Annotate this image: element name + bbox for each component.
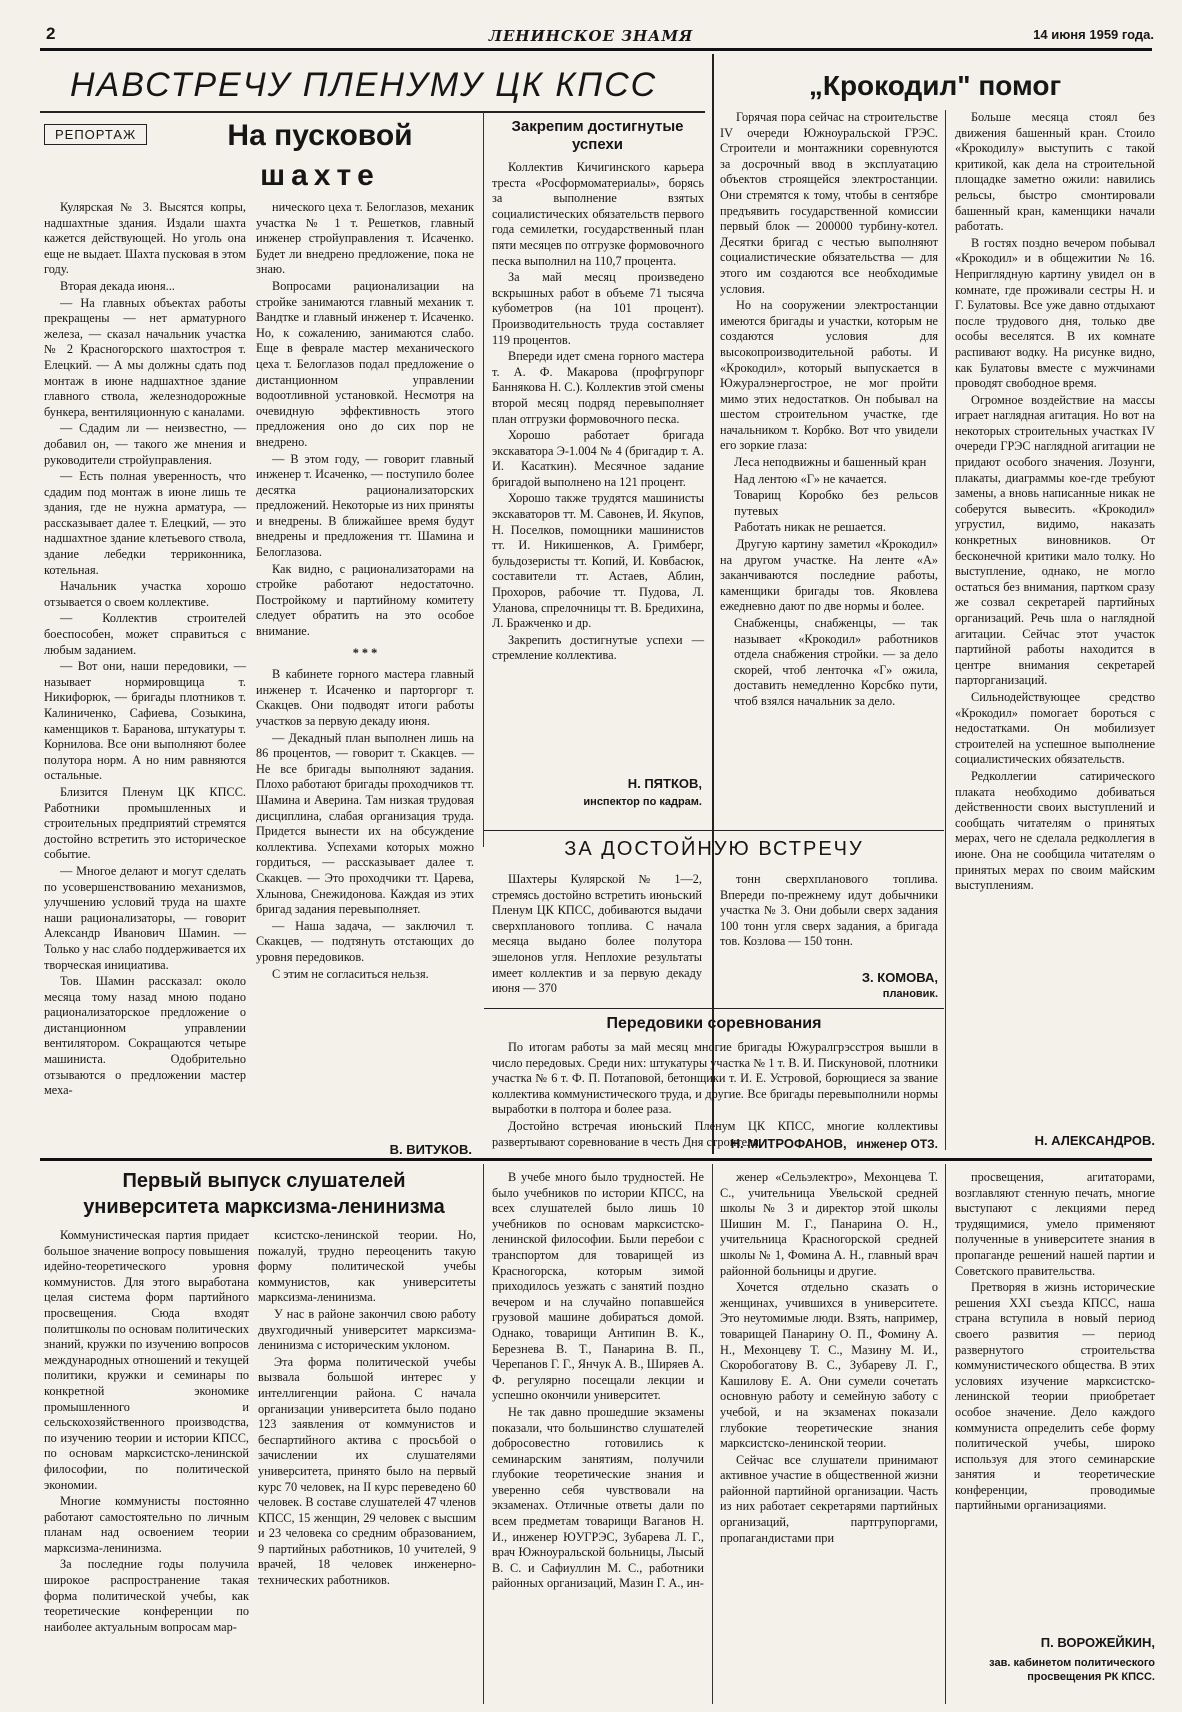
paragraph: — Сдадим ли — неизвестно, — добавил он, — такого же мнения и руководители стройуправления. [44, 421, 246, 467]
crocodile-column-2 [955, 110, 1155, 1145]
paragraph: просвещения, агитаторами, возглавляют стенную печать, многие выступают с лекциями перед трудящимися, умело применяют полученные в университете знания в пропаганде решений нашей партии и Советского правительства. [955, 1170, 1155, 1278]
achievements-title-line1: Закрепим достигнутые [511, 118, 684, 135]
paragraph: ксистско-ленинской теории. Но, пожалуй, трудно переоценить такую форму политической учебы коммунистов, как университеты марксизма-ленинизма. [258, 1228, 476, 1305]
newspaper-name: ЛЕНИНСКОЕ ЗНАМЯ [488, 27, 694, 45]
paragraph: Леса неподвижны и башенный кран [734, 455, 927, 470]
university-title-line1: Первый выпуск слушателей [122, 1170, 406, 1192]
paragraph: Претворяя в жизнь исторические решения XXI съезда КПСС, наша страна вступила в новый период своего развития — период развернутого строительства коммунистического общества. В этих условиях изучение марксистско-ленинской теории приобретает особое значение. Дело каждого коммуниста определить себе форму политической учебы, широко используя для этого семинарские занятия и теоретические конференции, проводимые партийными организациями. [955, 1280, 1155, 1513]
paragraph: Тов. Шамин рассказал: около месяца тому назад мною подано рационализаторское предложение о дистанционном управлении вентилятором. Сокращаются четыре машиниста. Одобрительно отзываются о предложении мастер меха- [44, 974, 246, 1098]
paragraph: За май месяц произведено вскрышных работ в объеме 71 тысяча кубометров (на 101 процент). Производительность труда составляет 119 процентов. [492, 270, 704, 347]
paragraph: Коммунистическая партия придает большое значение вопросу повышения идейно-теоретического уровня коммунистов. Для этого выработана целая система форм партийного просвещения. Сюда входят политшколы по основам политических знаний, кружки по изучению вопросов международных отношений и текущей политики, кружки и семинары по конкретной экономике промышленного и сельскохозяйственного производства, по изучению теории и истории КПСС, по основам марксистско-ленинской философии, по политической экономии. [44, 1228, 249, 1492]
university-signature-title: зав. кабинетом политического просвещения РК КПСС. [989, 1657, 1155, 1683]
crocodile-column-1 [720, 110, 938, 828]
shaft-title-line2: шахте [260, 159, 380, 192]
university-column-4 [720, 1170, 938, 1708]
university-column-5 [955, 1170, 1155, 1628]
leaders-signature-name: Н. МИТРОФАНОВ, [730, 1136, 847, 1151]
paragraph: Вопросами рационализации на стройке занимаются главный механик т. Вандтке и главный инженер т. Исаченко. Но, к сожалению, занимаются слабо. Еще в феврале мастер механического цеха т. Белоглазов подал предложение о дистанционном управлении водоотливной установкой. Несмотря на очевидную эффективность этого предложения оно до сих пор не внедрено. [256, 278, 474, 449]
leaders-signature [492, 1136, 938, 1151]
achievements-body [492, 160, 704, 742]
paragraph: Редколлегии сатирического плаката необходимо добиваться действенности своих выступлений и сообщать читателям о принятых мерах, чего не сделала редколлегия в июне. Она не сообщила читателям о принятых мерах по своим майским выступлениям. [955, 768, 1155, 893]
shaft-title [170, 116, 470, 196]
shaft-column-1 [44, 200, 246, 1160]
meeting-column-1: Шахтеры Кулярской № 1—2, стремясь достойно встретить июньский Пленум ЦК КПСС, добиваются выдачи сверхпланового топлива. С начала месяца выдано более полутора эшелонов угля. Неплохие результаты имеет коллектив и за первую декаду июня — 370 [492, 872, 702, 996]
paragraph: — В этом году, — говорит главный инженер т. Исаченко, — поступило более десятка рационализаторских предложений. Некоторые из них приняты и внедрены. В ближайшее время будут внедрены и предложения тт. Шамина и Белоглазова. [256, 451, 474, 560]
banner-heading: НАВСТРЕЧУ ПЛЕНУМУ ЦК КПСС [70, 66, 658, 104]
university-signature: П. ВОРОЖЕЙКИН, [1040, 1635, 1155, 1650]
university-title-line2: университета марксизма-ленинизма [83, 1196, 445, 1218]
paragraph: В кабинете горного мастера главный инженер т. Исаченко и парторгорг т. Скакцев. Они подводят итоги работы участков за первую декаду июня. [256, 667, 474, 728]
paragraph: Впереди идет смена горного мастера т. А. Ф. Макарова (профгрупорг Баннякова Н. С.). Коллектив этой смены второй месяц подряд перевыполняет план отгрузки формовочного песка. [492, 349, 704, 426]
paragraph: Горячая пора сейчас на строительстве IV очереди Южноуральской ГРЭС. Строители и монтажники соревнуются за досрочный ввод в эксплуатацию объектов строящейся электростанции. Они стремятся к тому, чтобы в сентябре предъявить государственной комиссии первый блок — 200000 турбину-котел. Десятки бригад с честью выполняют социалистические обязательства — для этого им создаются все необходимые условия. [720, 110, 938, 296]
paragraph: — Есть полная уверенность, что сдадим под монтаж в июне лишь те здания, где не нужна арматура, — рассказывает далее т. Елецкий, — это надшахтное здание клетьевого ствола, здание лебедки терриконника, котельная. [44, 469, 246, 577]
paragraph: Сейчас все слушатели принимают активное участие в общественной жизни районной партийной организации. Часть из них работает секретарями партийных организаций, партгрупоргами, пропагандистами при [720, 1452, 938, 1545]
meeting-title: ЗА ДОСТОЙНУЮ ВСТРЕЧУ [564, 838, 864, 860]
page-number: 2 [46, 24, 56, 43]
leaders-title: Передовики соревнования [606, 1015, 822, 1032]
paragraph: Над лентою «Г» не качается. [734, 471, 887, 486]
shaft-title-line1: На пусковой [227, 119, 413, 152]
separator: * * * [352, 645, 378, 660]
paragraph: В учебе много было трудностей. Не было учебников по истории КПСС, на всех слушателей было лишь 10 учебников по основам марксистско-ленинской философии. Были перебои с транспортом для товарищей из Красногорска, которым зимой приходилось уезжать с занятий поздно вечером и на случайно попавшейся грузовой машине добираться домой. Однако, товарищи Антипин В. К., Березнева В. Т., Панарина В. П., Черепанов Г. Г., Янчук А. В., Ширяев А. Ф. регулярно посещали лекции и успешно окончили университет. [492, 1170, 704, 1403]
paragraph: — Наша задача, — заключил т. Скакцев, — подтянуть отстающих до уровня передовиков. [256, 918, 474, 964]
paragraph: Товарищ Коробко без рельсов путевых [734, 488, 938, 518]
meeting-rule [484, 830, 944, 831]
paragraph: Другую картину заметил «Крокодил» на другом участке. На ленте «А» заканчиваются последние работы, каменщики бригады тов. Яковлева ежедневно дают по две нормы и более. [720, 537, 938, 614]
column-rule [712, 54, 714, 1154]
meeting-signature: З. КОМОВА, [861, 970, 938, 985]
paragraph: Кулярская № 3. Высятся копры, надшахтные здания. Издали шахта кажется действующей. Но уголь она еще не выдает. Шахта пусковая в этом году. [44, 200, 246, 277]
paragraph: — На главных объектах работы прекращены — нет арматурного железа, — сказал начальник участка № 2 Красногорского шахтостроя т. Елецкий. — А мы должны сдать под монтаж в июне надшахтное здание главного ствола, железнодорожные бункера, вентиляционную с каналами. [44, 295, 246, 419]
column-rule [712, 1164, 713, 1704]
column-rule [945, 110, 946, 1150]
paragraph: Хорошо также трудятся машинисты экскаваторов тт. М. Савонев, И. Якупов, Н. Поселков, помощники машинистов тт. И. Никишенков, А. Гримберг, бульдозеристы тт. Копий, И. Ковбасюк, составители тт. Астаев, Аблин, Прохоров, рабочие тт. Пудова, Л. Уланова, спрелочницы тт. В. Бредихина, Л. Бражченко и др. [492, 491, 704, 631]
paragraph: Работать никак не решается. [734, 520, 887, 535]
column-rule [483, 112, 484, 847]
paragraph: Снабженцы, снабженцы, — так называет «Крокодил» работников отдела снабжения стройки. — за дело скорей, чтоб ленточка «Г» ожила, доставить немедленно Корсбко пути, чтоб взялся начальник за дело. [734, 616, 938, 708]
achievements-signature: Н. ПЯТКОВ, [627, 776, 702, 791]
masthead-rule [40, 48, 1152, 51]
column-rule [483, 1164, 484, 1704]
paragraph: женер «Сельэлектро», Мехонцева Т. С., учительница Увельской средней школы № 3 и директор этой школы Шишин М. Г., Панарина О. Н., учительница Красногорской средней школы № 1, Фомина А. Н., главный врач районной больницы и другие. [720, 1170, 938, 1278]
paragraph: Закрепить достигнутые успехи — стремление коллектива. [492, 632, 704, 663]
paragraph: За последние годы получила широкое распространение такая форма политической учебы, как теоретические конференции по наиболее актуальным вопросам мар- [44, 1557, 249, 1634]
paragraph: — Многое делают и могут сделать по усовершенствованию механизмов, улучшению условий труда на шахте наши рационализаторы, — говорит Александр Иванович Шамин. — Только у нас слабо поддерживается их творческая инициатива. [44, 863, 246, 972]
column-rule [945, 1164, 946, 1704]
paragraph: В гостях поздно вечером побывал «Крокодил» и в общежитии № 16. Неприглядную картину увидел он в комнате, где проживали сестры Н. и Г. Булатовы. Все уже давно отдыхают после трудового дня, только две особы веселятся. В их комнате распивают водку. На рисунке видно, как Булатовы вместе с мужчинами проводят свободное время. [955, 235, 1155, 391]
crocodile-signature: Н. АЛЕКСАНДРОВ. [1034, 1133, 1155, 1148]
issue-date: 14 июня 1959 года. [1033, 27, 1154, 42]
meeting-signature-title: плановик. [882, 988, 938, 1000]
paragraph: Хорошо работает бригада экскаватора Э-1.004 № 4 (бригадир т. А. И. Касаткин). Месячное задание бригадой выполнено на 121 процент. [492, 428, 704, 489]
meeting-column-2: тонн сверхпланового топлива. Впереди по-прежнему идут добычники участка № 3. Они добыли сверх задания 100 тонн угля сверх задания, а бригада тов. Козлова — 150 тонн. [720, 872, 938, 949]
paragraph: — Декадный план выполнен лишь на 86 процентов, — говорит т. Скакцев. — Не все бригады выполняют задания. Плохо работают бригады проходчиков тт. Шамина и Аверина. Там низкая трудовая дисциплина, слабая организация труда. Придется вынести их на обсуждение коллектива. Успехами которых можно гордиться, — рассказывает далее т. Скакцев. — Это проходчики тт. Царева, Хлынова, Снежидонова. Каждая из этих бригад задания перевыполняет. [256, 730, 474, 917]
paragraph: Близится Пленум ЦК КПСС. Работники промышленных и строительных предприятий стремятся достойно встретить это историческое событие. [44, 784, 246, 862]
shaft-signature: В. ВИТУКОВ. [389, 1142, 472, 1157]
paragraph: С этим не согласиться нельзя. [272, 966, 429, 981]
paragraph: Больше месяца стоял без движения башенный кран. Стоило «Крокодилу» выступить с такой критикой, как дела на строительной площадке заметно ожили: навились рельсы, быстро смонтировали башенный кран, каменщики начали работать. [955, 110, 1155, 234]
crocodile-title: „Крокодил" помог [808, 70, 1062, 101]
paragraph: — Вот они, наши передовики, — называет нормировщица т. Никифорюк, — бригады плотников т. Калиниченко, Сафиева, Созыкина, каменщиков т. Баранова, штукатуры т. Корнилова. Все они выполняют более полутора норм. А но ним равняются остальные. [44, 659, 246, 783]
shaft-column-2 [256, 200, 474, 1160]
paragraph: Коллектив Кичигинского карьера треста «Росформоматериалы», борясь за выполнение взятых социалистических обязательств первого года семилетки, государственный план пяти месяцев по отгрузке формовочного песка выполнил на 110,7 процента. [492, 160, 704, 268]
university-column-3 [492, 1170, 704, 1708]
university-column-1 [44, 1228, 249, 1708]
paragraph: Не так давно прошедшие экзамены показали, что большинство слушателей добросовестно готовились к семинарским занятиям, получили глубокие теоретические знания и уверенно себя чувствовали на экзаменах. Отличные ответы дали по всем предметам товарищи Ваганов Н. И., инженер ЮУГРЭС, Зубарева Л. Г., врач Южноуральской больницы, Лысый В. С. и Сафиуллин М. С., работники районных организаций, Мазин Г. А., ин- [492, 1404, 704, 1591]
paragraph: Но на сооружении электростанции имеются бригады и участки, которым не создаются условия для высокопроизводительной работы. И «Крокодил», который выпускается в Южуралэнергострое, не мог пройти мимо этих недостатков. Он побывал на шестом строительном участке, где начальником т. Корбко. Вот что увидели его зоркие глаза: [720, 298, 938, 453]
achievements-title-line2: успехи [571, 136, 624, 153]
paragraph: Огромное воздействие на массы играет наглядная агитация. Но вот на некоторых строительных участках IV очереди ГРЭС наглядной агитации не придают особого значения. Лозунги, плакаты, диаграммы кое-где требуют замены, а вновь написанные никак не соберутся вывесить. «Крокодил» угрустил, видимо, наказать конкретных виновников. От бесконечной критики мало толку. Но выступление, однако, не могло остаться без внимания, партком сразу же созвал секретарей партийных организаций. Речь шла о наглядной агитации. Сейчас этот участок партийной работы находится в центре внимания секретарей парторганизаций. [955, 392, 1155, 688]
paragraph: Как видно, с рационализаторами на стройке работают недостаточно. Постройкому и партийному комитету следует обратить на это особое внимание. [256, 561, 474, 639]
paragraph: У нас в районе закончил свою работу двухгодичный университет марксизма-ленинизма с историческим уклоном. [258, 1306, 476, 1353]
achievements-title [490, 118, 705, 154]
leaders-text-2: Достойно встречая июньский Пленум ЦК КПСС, многие коллективы развертывают соревнование в честь Дня строителя. [492, 1118, 938, 1149]
achievements-signature-title: инспектор по кадрам. [583, 796, 702, 808]
paragraph: нического цеха т. Белоглазов, механик участка № 1 т. Решетков, главный инженер стройуправления т. Исаченко. Будет ли внедрено предложение, пока не знаю. [256, 200, 474, 277]
paragraph: Вторая декада июня... [60, 278, 175, 293]
leaders-text: По итогам работы за май месяц многие бригады Южуралгрэсстроя вышли в число передовых. Среди них: штукатуры участка № 1 т. В. И. Пискуновой, плотники участка № 6 т. Ф. П. Потаповой, бетонщики т. И. Е. Устровой, борющиеся за звание коллектива коммунистического труда, и другие. Все бригады перевыполнили нормы выработки в полтора и более раза. [492, 1040, 938, 1117]
university-column-2 [258, 1228, 476, 1708]
paragraph: Начальник участка хорошо отзывается о своем коллективе. [44, 579, 246, 609]
leaders-rule [484, 1008, 944, 1009]
section-rule [40, 1158, 1152, 1161]
leaders-signature-title: инженер ОТЗ. [856, 1137, 938, 1151]
paragraph: — Коллектив строителей боеспособен, может справиться с любым заданием. [44, 611, 246, 657]
university-title [44, 1168, 484, 1220]
rubric-label: РЕПОРТАЖ [44, 124, 147, 145]
paragraph: Эта форма политической учебы вызвала большой интерес у интеллигенции района. С начала организации университета было подано 123 заявления от коммунистов и беспартийного актива с просьбой о зачислении их слушателями университета, принято было на первый курс 70 человек, на II курс переведено 60 человек. В составе слушателей 47 членов КПСС, 15 женщин, 29 человек с высшим и 23 человека со средним образованием, 9 партийных работников, 10 учителей, 9 врачей, 18 человек инженерно-технических работников. [258, 1354, 476, 1588]
paragraph: Хочется отдельно сказать о женщинах, учившихся в университете. Это неутомимые люди. Взять, например, товарищей Панарину О. П., Фомину А. Н., Мехонцеву Т. С., Мазину М. И., Скоробогатову В. С., Зубареву Л. Г., Кашилову Е. А. Они сумели сочетать основную работу и семейную заботу с учебой, и на экзаменах показали глубокие теоретические знания марксистско-ленинской теории. [720, 1280, 938, 1451]
paragraph: Многие коммунисты постоянно работают самостоятельно по личным планам над освоением теории марксизма-ленинизма. [44, 1494, 249, 1555]
banner-rule [40, 111, 705, 113]
paragraph: Сильнодействующее средство «Крокодил» помогает бороться с недостатками. Он мобилизует строителей на успешное выполнение социалистических обязательств. [955, 689, 1155, 767]
